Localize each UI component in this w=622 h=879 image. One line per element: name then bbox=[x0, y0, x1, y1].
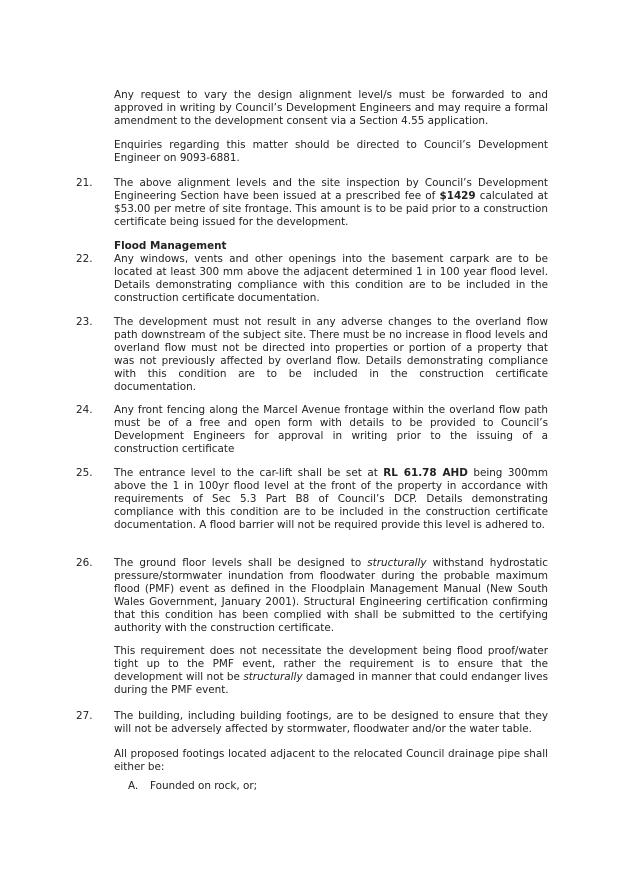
item-25-number: 25. bbox=[76, 467, 93, 479]
intro-paragraph-enquiries: Enquiries regarding this matter should be directed to Council’s Development Engineer on 9093-6881. bbox=[114, 139, 548, 165]
item-22-text: Any windows, vents and other openings into the basement carpark are to be located at least 300 mm above the adjacent determined 1 in 100 year flood level. Details demonstrating compliance with this condition are to be included in the construction certificate documentation. bbox=[114, 253, 548, 305]
item-21-number: 21. bbox=[76, 177, 93, 189]
fee-amount: $1429 bbox=[439, 190, 476, 203]
item-22-number: 22. bbox=[76, 253, 93, 265]
item-26-note: This requirement does not necessitate the development being flood proof/water tight up to the PMF event, rather the requirement is to ensure that the development will not be structurally damaged in manner that could endanger lives during the PMF event. bbox=[114, 645, 548, 697]
item-23-text: The development must not result in any adverse changes to the overland flow path downstream of the subject site. There must be no increase in flood levels and overland flow must not be directed into properties or portion of a property that was not previously affected by overland flow. Details demonstrating compliance with this condition are to be included in the construction certificate documentation. bbox=[114, 316, 548, 394]
item-26-text: The ground floor levels shall be designed to structurally withstand hydrostatic pressure/stormwater inundation from floodwater during the probable maximum flood (PMF) event as defined in the Floodplain Management Manual (New South Wales Government, January 2001). Structural Engineering certification confirming that this condition has been complied with shall be submitted to the certifying authority with the construction certificate. bbox=[114, 557, 548, 635]
item-23-number: 23. bbox=[76, 316, 93, 328]
item-27-sub-a: A. Founded on rock, or; bbox=[128, 780, 258, 792]
flood-level-value: RL 61.78 AHD bbox=[383, 467, 468, 479]
item-21-text: The above alignment levels and the site inspection by Council’s Development Engineering Section have been issued at a prescribed fee of $1429 calculated at $53.00 per metre of site frontage. This amount is to be paid prior to a construction certificate being issued for the development. bbox=[114, 177, 548, 229]
item-26-number: 26. bbox=[76, 557, 93, 569]
item-24-number: 24. bbox=[76, 404, 93, 416]
item-27-number: 27. bbox=[76, 710, 93, 722]
item-27-footings: All proposed footings located adjacent to the relocated Council drainage pipe shall either be: bbox=[114, 748, 548, 774]
intro-paragraph-variation: Any request to vary the design alignment level/s must be forwarded to and approved in writing by Council’s Development Engineers and may require a formal amendment to the development consent via a Section 4.55 application. bbox=[114, 89, 548, 128]
heading-flood-management: Flood Management bbox=[114, 240, 227, 252]
item-24-text: Any front fencing along the Marcel Avenue frontage within the overland flow path must be of a free and open form with details to be provided to Council’s Development Engineers for approval in writing prior to the issuing of a construction certificate bbox=[114, 404, 548, 456]
item-25-text: The entrance level to the car-lift shall be set at RL 61.78 AHD being 300mm above the 1 in 100yr flood level at the front of the property in accordance with requirements of Sec 5.3 Part B8 of Council’s DCP. Details demonstrating compliance with this condition are to be included in the construction certificate documentation. A flood barrier will not be required provide this level is adhered to. bbox=[114, 467, 548, 532]
item-27-text: The building, including building footings, are to be designed to ensure that they will not be adversely affected by stormwater, floodwater and/or the water table. bbox=[114, 710, 548, 736]
